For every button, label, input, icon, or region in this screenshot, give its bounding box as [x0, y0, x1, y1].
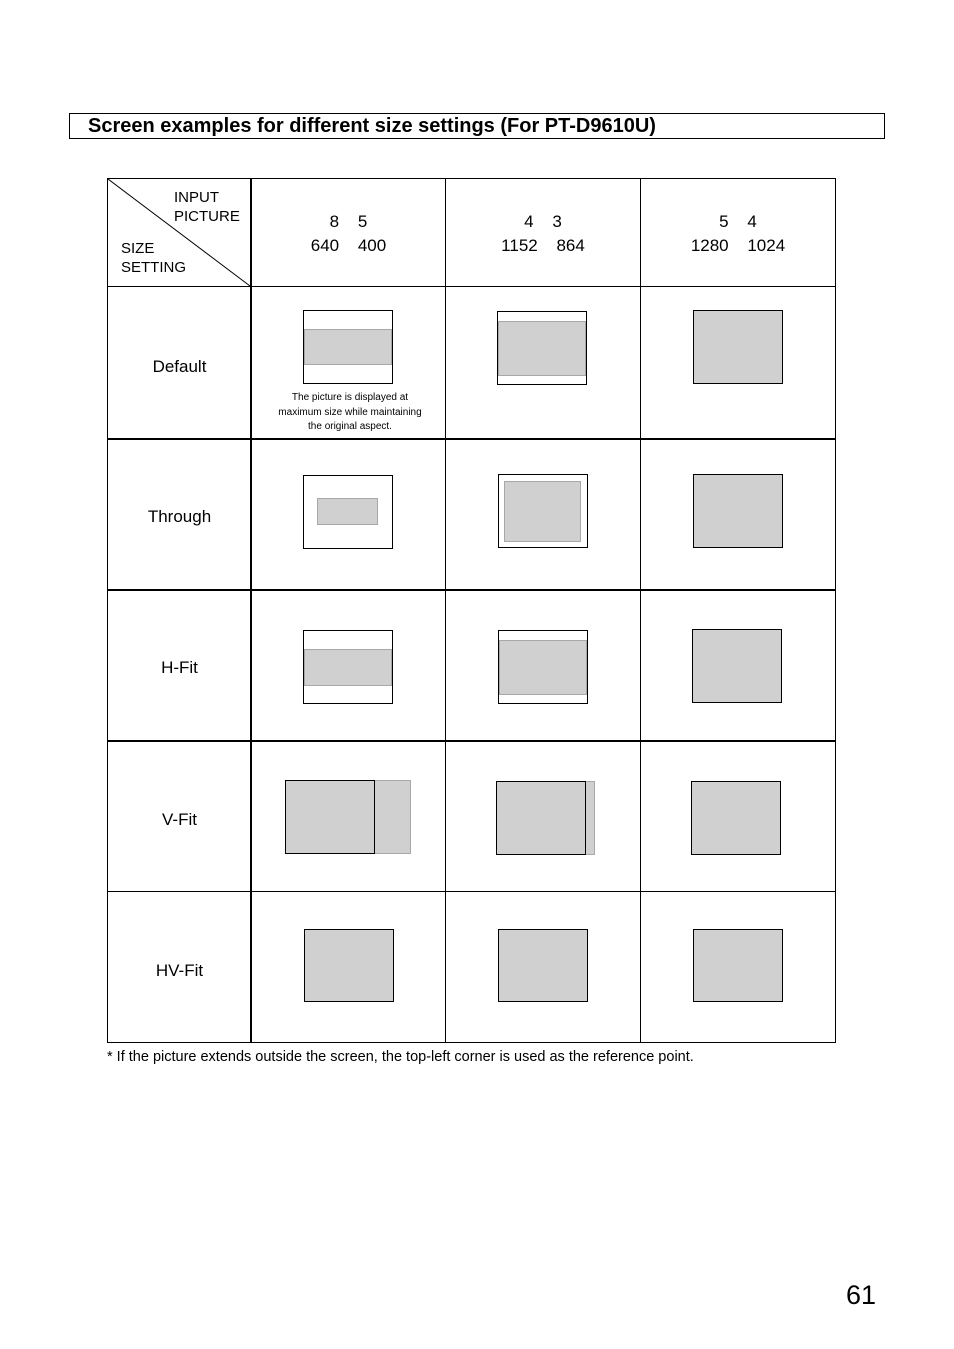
- setting-label-line: SETTING: [121, 259, 187, 276]
- screen-h-fit-8-5: [303, 630, 393, 704]
- screen-default-4-3: [497, 311, 587, 385]
- screen-default-8-5: [303, 310, 393, 384]
- screen-hv-fit-4-3: [498, 929, 588, 1002]
- row-divider: [108, 438, 835, 440]
- input-label-line: INPUT: [174, 189, 219, 206]
- column-divider: [445, 179, 446, 1042]
- size-setting-label: [121, 239, 186, 277]
- picture-area: [694, 311, 782, 383]
- aspect-ratio: 4 3: [524, 212, 562, 231]
- screen-v-fit-8-5: [285, 780, 375, 854]
- resolution: 640 400: [310, 236, 387, 255]
- row-divider: [108, 740, 835, 742]
- picture-area: [304, 649, 392, 686]
- screen-through-4-3: [498, 474, 588, 548]
- screen-through-5-4: [693, 474, 783, 548]
- screen-v-fit-5-4: [691, 781, 781, 855]
- row-label-default: Default: [152, 357, 207, 376]
- picture-area: [498, 321, 586, 376]
- aspect-ratio: 8 5: [329, 212, 368, 231]
- column-header-5-4: [641, 179, 835, 287]
- aspect-ratio: 5 4: [719, 212, 757, 231]
- screen-h-fit-4-3: [498, 630, 588, 704]
- picture-area: [693, 630, 781, 702]
- column-divider: [250, 179, 252, 1042]
- default-note: [255, 391, 445, 435]
- note-line: maximum size while maintaining: [278, 406, 422, 418]
- section-title-box: [69, 113, 885, 139]
- row-label-through: Through: [147, 507, 212, 526]
- row-label-h-fit: H-Fit: [161, 658, 198, 677]
- footnote: * If the picture extends outside the screen, the top-left corner is used as the reference point.: [107, 1049, 694, 1065]
- row-label-hv-fit: HV-Fit: [155, 961, 204, 980]
- picture-area: [504, 481, 581, 542]
- size-settings-table: [107, 178, 836, 1043]
- row-divider: [108, 589, 835, 591]
- page-number: 61: [846, 1280, 877, 1310]
- corner-header-cell: [108, 179, 251, 287]
- picture-area: [499, 640, 587, 695]
- overflow-picture-area: [373, 780, 411, 854]
- screen-default-5-4: [693, 310, 783, 384]
- screen-hv-fit-5-4: [693, 929, 783, 1002]
- note-line: The picture is displayed at: [291, 392, 409, 403]
- column-divider: [640, 179, 641, 1042]
- screen-hv-fit-8-5: [304, 929, 394, 1002]
- picture-area: [317, 498, 378, 525]
- row-label-v-fit: V-Fit: [162, 810, 197, 829]
- picture-area: [694, 475, 782, 547]
- picture-label-line: PICTURE: [174, 208, 240, 225]
- column-header-4-3: [446, 179, 640, 287]
- picture-area: [304, 329, 392, 365]
- screen-h-fit-5-4: [692, 629, 782, 703]
- size-label-line: SIZE: [121, 240, 155, 257]
- note-line: the original aspect.: [308, 421, 392, 432]
- resolution: 1152 864: [501, 236, 585, 255]
- row-divider: [108, 891, 835, 892]
- column-header-8-5: [252, 179, 445, 287]
- section-title: Screen examples for different size settings (For PT-D9610U): [88, 115, 656, 137]
- resolution: 1280 1024: [690, 236, 786, 255]
- screen-v-fit-4-3: [496, 781, 586, 855]
- input-picture-label: [174, 188, 240, 226]
- screen-through-8-5: [303, 475, 393, 549]
